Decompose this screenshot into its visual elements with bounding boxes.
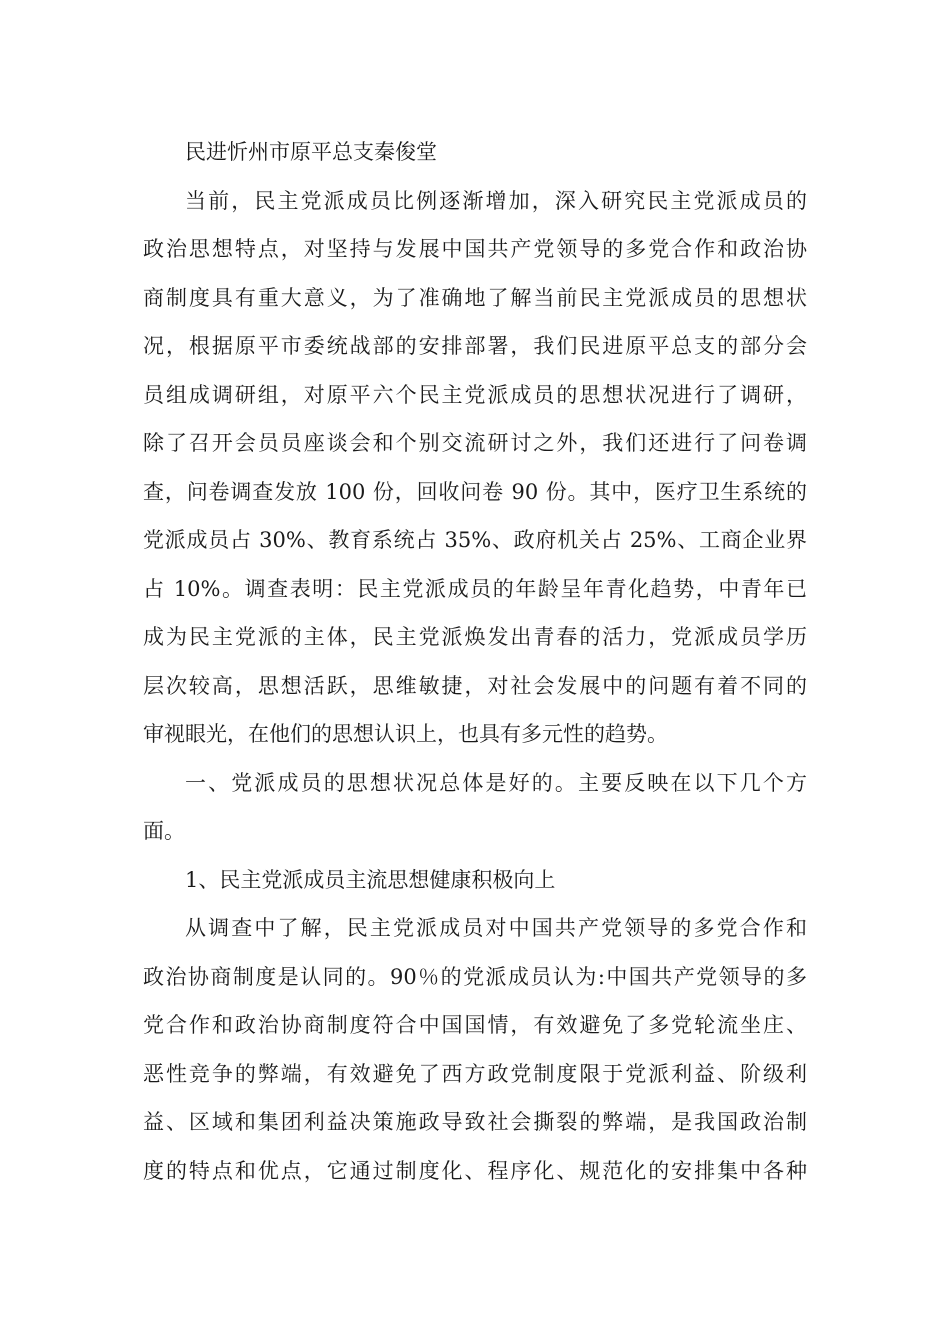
body-line: 益、区域和集团利益决策施政导致社会撕裂的弊端，是我国政治制: [143, 1110, 807, 1134]
body-line: 度的特点和优点，它通过制度化、程序化、规范化的安排集中各种: [143, 1158, 807, 1183]
body-line: 恶性竞争的弊端，有效避免了西方政党制度限于党派利益、阶级利: [143, 1061, 807, 1086]
intro-line: 当前，民主党派成员比例逐渐增加，深入研究民主党派成员的: [185, 188, 807, 213]
section-heading-line: 面。: [143, 819, 185, 843]
intro-line: 层次较高，思想活跃，思维敏捷，对社会发展中的问题有着不同的: [143, 673, 807, 698]
intro-line: 成为民主党派的主体，民主党派焕发出青春的活力，党派成员学历: [143, 625, 807, 649]
intro-line: 审视眼光，在他们的思想认识上，也具有多元性的趋势。: [143, 722, 668, 746]
body-line: 党合作和政治协商制度符合中国国情，有效避免了多党轮流坐庄、: [143, 1013, 807, 1037]
byline: 民进忻州市原平总支秦俊堂: [185, 140, 437, 164]
intro-line: 商制度具有重大意义，为了准确地了解当前民主党派成员的思想状: [143, 285, 807, 310]
intro-line: 占 10%。调查表明：民主党派成员的年龄呈年青化趋势，中青年已: [143, 576, 807, 601]
body-line: 政治协商制度是认同的。90％的党派成员认为:中国共产党领导的多: [143, 964, 807, 989]
intro-line: 员组成调研组，对原平六个民主党派成员的思想状况进行了调研，: [143, 382, 807, 407]
intro-line: 政治思想特点，对坚持与发展中国共产党领导的多党合作和政治协: [143, 237, 807, 261]
intro-line: 党派成员占 30%、教育系统占 35%、政府机关占 25%、工商企业界: [143, 528, 807, 552]
section-heading-line: 一、党派成员的思想状况总体是好的。主要反映在以下几个方: [185, 770, 807, 795]
body-paragraph-1: [143, 904, 807, 1195]
intro-line: 查，问卷调查发放 100 份，回收问卷 90 份。其中，医疗卫生系统的: [143, 479, 807, 504]
intro-line: 况，根据原平市委统战部的安排部署，我们民进原平总支的部分会: [143, 334, 807, 358]
section-heading-1: [143, 759, 807, 856]
subsection-heading-1: 1、民主党派成员主流思想健康积极向上: [185, 867, 556, 892]
document-body: [143, 128, 807, 1195]
body-line: 从调查中了解，民主党派成员对中国共产党领导的多党合作和: [185, 916, 807, 940]
intro-line: 除了召开会员员座谈会和个别交流研讨之外，我们还进行了问卷调: [143, 431, 807, 455]
intro-paragraph: [143, 177, 807, 759]
